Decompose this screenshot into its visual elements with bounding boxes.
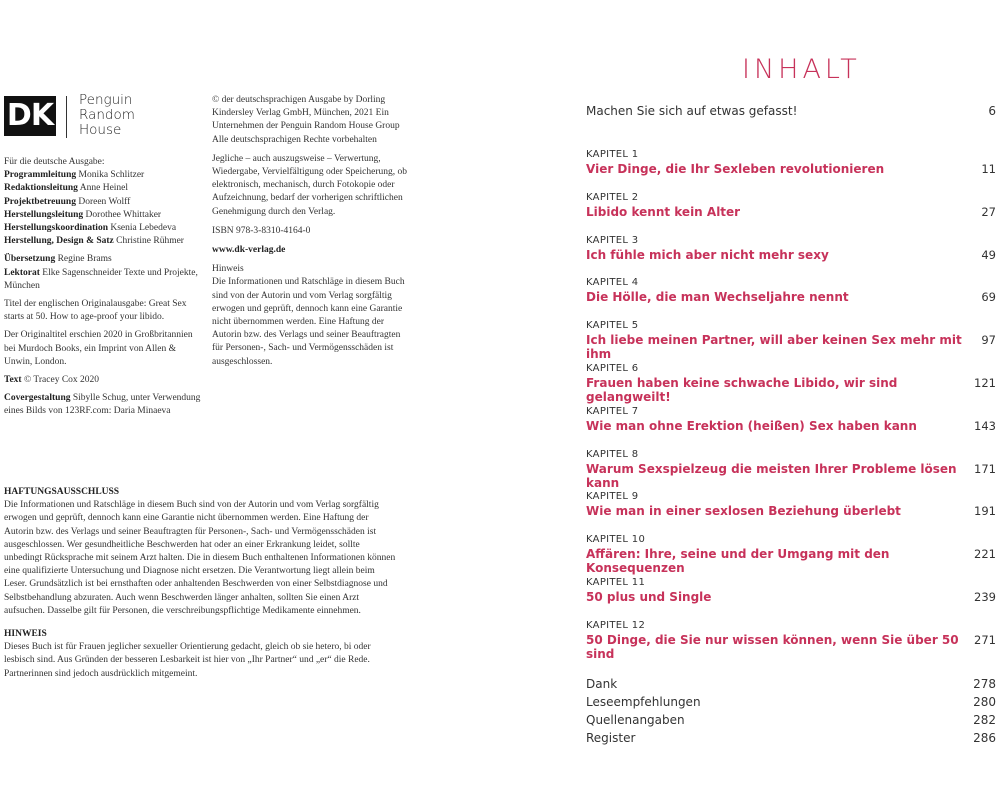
- chapter-title: Warum Sexspielzeug die meisten Ihrer Probleme lösen kann: [586, 461, 957, 490]
- chapter-page: 271: [974, 632, 996, 647]
- credit-row: [4, 235, 204, 248]
- chapter-entry[interactable]: [586, 319, 996, 362]
- chapter-label: KAPITEL 1: [586, 149, 639, 160]
- credits-intro: Für die deutsche Ausgabe:: [4, 157, 105, 167]
- chapter-label: KAPITEL 7: [586, 405, 639, 417]
- credit-role: Redaktionsleitung: [4, 183, 78, 194]
- isbn: ISBN 978-3-8310-4164-0: [212, 225, 311, 236]
- credit-name: Anne Heinel: [79, 183, 129, 194]
- chapter-title: Affären: Ihre, seine und der Umgang mit den Konsequenzen: [586, 547, 890, 576]
- credit-role: Text: [4, 375, 22, 386]
- credit-name: Sibylle Schug, unter Verwendung eines Bilds von 123RF.com: Daria Minaeva: [4, 393, 201, 417]
- credit-name: Christine Rühmer: [116, 236, 184, 247]
- chapter-entry[interactable]: [586, 148, 996, 191]
- toc-entry-title: Register: [586, 731, 636, 745]
- copyright-notice: © der deutschsprachigen Ausgabe by Dorling Kindersley Verlag GmbH, München, 2021 Ein Unternehmen der Penguin Random House Group Alle deutschsprachigen Rechte vorbehalten: [212, 95, 400, 145]
- credit-role: Herstellungskoordination: [4, 223, 108, 234]
- toc-entry-title: Machen Sie sich auf etwas gefasst!: [586, 104, 798, 118]
- chapter-page: 11: [981, 162, 996, 176]
- website-link[interactable]: www.dk-verlag.de: [212, 245, 286, 256]
- imprint-block: [212, 94, 412, 375]
- credit-role: Projektbetreuung: [4, 196, 76, 207]
- credit-role: Herstellungsleitung: [4, 209, 84, 220]
- logo-line: House: [79, 122, 122, 138]
- credit-role: Programmleitung: [4, 170, 77, 181]
- chapter-label: KAPITEL 10: [586, 534, 646, 546]
- credit-name: Dorothee Whittaker: [85, 209, 162, 220]
- credit-row: [4, 169, 204, 182]
- credit-row: [4, 222, 204, 235]
- logo-divider: [66, 96, 67, 138]
- credit-row: [4, 182, 204, 195]
- credit-name: Monika Schlitzer: [78, 170, 145, 181]
- credit-role: Lektorat: [4, 267, 40, 278]
- chapter-label: KAPITEL 8: [586, 448, 639, 460]
- chapter-page: 171: [974, 461, 996, 476]
- penguin-random-house-logo: [79, 93, 135, 138]
- chapter-page: 121: [974, 375, 996, 390]
- chapter-entry[interactable]: [586, 619, 996, 662]
- toc-entry-title: Leseempfehlungen: [586, 695, 701, 709]
- chapter-title: Frauen haben keine schwache Libido, wir sind gelangweilt!: [586, 375, 898, 404]
- editing-credit: [4, 268, 198, 291]
- dk-logo: DK: [4, 96, 56, 136]
- notice-heading: HINWEIS: [4, 629, 47, 640]
- chapter-label: KAPITEL 3: [586, 234, 639, 246]
- chapter-entry[interactable]: [586, 405, 996, 448]
- chapter-label: KAPITEL 6: [586, 362, 639, 374]
- credits-block: [4, 156, 204, 424]
- back-matter-entry[interactable]: [586, 695, 996, 713]
- toc-intro-entry[interactable]: [586, 104, 996, 118]
- back-matter-entry[interactable]: [586, 713, 996, 731]
- back-matter-list: [586, 677, 996, 749]
- translation-credit: [4, 253, 204, 266]
- chapter-page: 97: [981, 333, 996, 348]
- credit-name: Ksenia Lebedeva: [110, 223, 177, 234]
- chapter-label: KAPITEL 2: [586, 191, 639, 203]
- credit-name: © Tracey Cox 2020: [23, 375, 100, 386]
- chapter-label: KAPITEL 11: [586, 576, 646, 588]
- toc-entry-title: Dank: [586, 677, 618, 691]
- toc-title: [742, 54, 861, 85]
- credit-name: Elke Sagenschneider Texte und Projekte, München: [4, 267, 198, 291]
- chapter-page: 143: [974, 418, 996, 433]
- chapter-page: 191: [974, 504, 996, 519]
- reproduction-notice: Jegliche – auch auszugsweise – Verwertung, Wiedergabe, Vervielfältigung oder Speicherung, ob elektronisch, mechanisch, durch Fotokopie oder Aufzeichnung, bedarf der vorherigen schriftlichen Genehmigung durch den Verlag.: [212, 153, 408, 217]
- chapter-label: KAPITEL 9: [586, 491, 639, 503]
- notice-text: Dieses Buch ist für Frauen jeglicher sexueller Orientierung gedacht, gleich ob sie hetero, bi oder lesbisch sind. Aus Gründen der besseren Lesbarkeit ist hier von „Ihr Partner“ und „er“ die Rede. Partnerinnen sind jedoch ausdrücklich mitgemeint.: [4, 642, 371, 679]
- credit-row: [4, 196, 204, 209]
- chapter-label: KAPITEL 5: [586, 320, 639, 332]
- chapter-page: 27: [981, 204, 996, 219]
- toc-entry-page: 286: [973, 731, 996, 745]
- chapter-title: Vier Dinge, die Ihr Sexleben revolutionieren: [586, 162, 885, 176]
- credit-role: Übersetzung: [4, 254, 56, 265]
- toc-entry-page: 278: [973, 677, 996, 691]
- chapter-title: 50 Dinge, die Sie nur wissen können, wenn Sie über 50 sind: [586, 632, 959, 661]
- chapter-entry[interactable]: [586, 191, 996, 234]
- back-matter-entry[interactable]: [586, 731, 996, 749]
- hint-text: Die Informationen und Ratschläge in diesem Buch sind von der Autorin und vom Verlag sorgfältig erwogen und geprüft, dennoch kann eine Garantie nicht übernommen werden. Eine Haftung der Autorin bzw. des Verlags und seiner Beauftragten für Personen-, Sach- und Vermögensschäden ist ausgeschlossen.: [212, 277, 405, 367]
- logo-line: Penguin: [79, 92, 133, 108]
- liability-heading: HAFTUNGSAUSSCHLUSS: [4, 487, 120, 497]
- liability-text: Die Informationen und Ratschläge in diesem Buch sind von der Autorin und vom Verlag sorgfältig erwogen und geprüft, dennoch kann eine Garantie nicht übernommen werden. Eine Haftung der Autorin bzw. des Verlags und seiner Beauftragten für Personen-, Sach- und Vermögensschäden ist ausgeschlossen. Wer gesundheitliche Beschwerden hat oder an einer Erkrankung leidet, sollte unbedingt Rücksprache mit seinem Arzt halten. Die in diesem Buch enthaltenen Informationen können eine qualifizierte Untersuchung und Diagnose nicht ersetzen. Die Verantwortung liegt allein beim Leser. Grundsätzlich ist bei ernsthaften oder anhaltenden Beschwerden von einer Selbstdiagnose und Selbstbehandlung abzuraten. Auch wenn Beschwerden länger anhalten, sollten Sie einen Arzt aufsuchen. Dasselbe gilt für Personen, die verschreibungspflichtige Medikamente einnehmen.: [4, 500, 396, 616]
- chapter-entry[interactable]: [586, 576, 996, 619]
- logo-line: Random: [79, 107, 135, 123]
- hint-heading: Hinweis: [212, 264, 244, 275]
- toc-entry-title: Quellenangaben: [586, 713, 685, 727]
- chapter-title: 50 plus und Single: [586, 589, 712, 604]
- cover-credit: [4, 392, 204, 418]
- toc-entry-page: 6: [988, 104, 996, 118]
- chapter-title: Libido kennt kein Alter: [586, 204, 741, 219]
- original-publication: Der Originaltitel erschien 2020 in Großbritannien bei Murdoch Books, ein Imprint von Allen & Unwin, London.: [4, 330, 193, 367]
- text-credit: [4, 374, 204, 387]
- credit-row: [4, 209, 204, 222]
- chapter-label: KAPITEL 12: [586, 619, 646, 631]
- chapter-entry[interactable]: [586, 362, 996, 405]
- original-title: Titel der englischen Originalausgabe: Great Sex starts at 50. How to age-proof your libido.: [4, 299, 187, 323]
- credit-name: Regine Brams: [57, 254, 112, 265]
- credit-role: Covergestaltung: [4, 393, 71, 404]
- chapter-page: 49: [981, 247, 996, 262]
- chapter-page: 221: [974, 547, 996, 562]
- toc-entry-page: 282: [973, 713, 996, 727]
- chapter-title: Ich fühle mich aber nicht mehr sexy: [586, 247, 829, 262]
- credit-role: Herstellung, Design & Satz: [4, 236, 114, 247]
- credit-name: Doreen Wolff: [78, 196, 131, 207]
- chapter-label: KAPITEL 4: [586, 277, 639, 289]
- chapter-entry[interactable]: [586, 276, 996, 319]
- toc-entry-page: 280: [973, 695, 996, 709]
- chapter-page: 239: [974, 589, 996, 604]
- chapter-page: 69: [981, 290, 996, 305]
- chapter-title: Wie man in einer sexlosen Beziehung überlebt: [586, 504, 901, 519]
- chapter-title: Die Hölle, die man Wechseljahre nennt: [586, 290, 849, 305]
- chapter-entry[interactable]: [586, 234, 996, 277]
- legal-block: [4, 486, 399, 691]
- chapter-list: [586, 148, 996, 662]
- back-matter-entry[interactable]: [586, 677, 996, 695]
- toc-title-text: INHALT: [742, 54, 861, 85]
- chapter-entry[interactable]: [586, 448, 996, 491]
- chapter-title: Wie man ohne Erektion (heißen) Sex haben kann: [586, 418, 917, 433]
- chapter-entry[interactable]: [586, 533, 996, 576]
- chapter-title: Ich liebe meinen Partner, will aber keinen Sex mehr mit ihm: [586, 333, 962, 362]
- chapter-entry[interactable]: [586, 490, 996, 533]
